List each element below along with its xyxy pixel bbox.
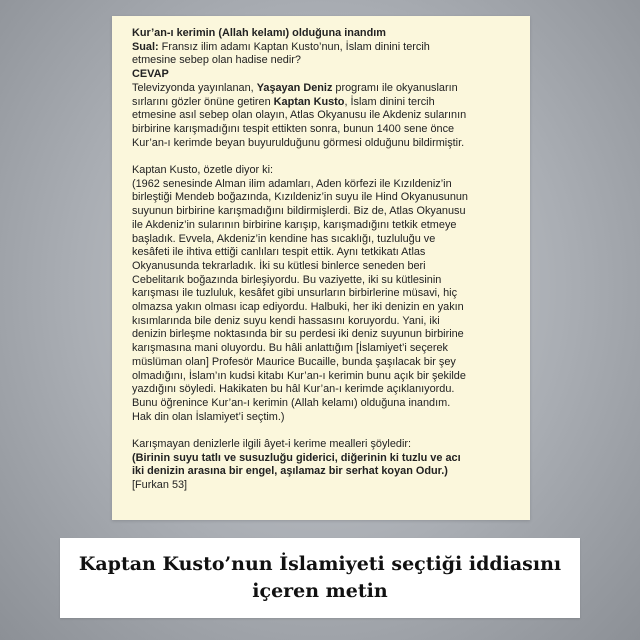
answer-part-3: , İslam dinini tercih etmesine asıl sebep olan olayın, Atlas Okyanusu ile Akdeniz sularının birbirine karışmadığını tespit ettikten sonra, bunun 1400 sene önce Kur’an-ı kerimde beyan buyurulduğunu görmesi olduğunu bildirmiştir. [132, 95, 467, 149]
answer-bold-name: Kaptan Kusto [273, 95, 345, 108]
answer-part-2: programı ile okyanusların sırlarını gözler önüne getiren [132, 81, 458, 108]
verse-text: (Birinin suyu tatlı ve susuzluğu giderici, diğerinin ki tuzlu ve acı iki denizin arasına bir engel, aşılamaz bir serhat koyan Odur.) [132, 451, 461, 478]
caption-line-1: Kaptan Kusto’nun İslamiyeti seçtiği iddiasını [78, 553, 562, 575]
answer-label: CEVAP [132, 68, 169, 81]
caption-line-2: içeren metin [252, 580, 388, 602]
quote-paragraph: (1962 senesinde Alman ilim adamları, Aden körfezi ile Kızıldeniz’in birleştiği Mendeb boğazında, Kızıldeniz’in suyu ile Hind Okyanusunun suyunun birbirine karışmadığını bildirmişlerdi. Biz de, Atlas Okyanusu ile Akdeniz’in sularının birbirine karışıp, karışmadığını tetkik etmeye başladık. Evvela, Akdeniz’in kendine has sıcaklığı, tuzluluğu ve kesâfeti ile ihtiva ettiği canlıları tespit ettik. Aynı tetkikatı Atlas Okyanusunda tekrarladık. İki su kütlesi binlerce seneden beri Cebelitarık boğazında birleşiyordu. Bu vaziyette, iki su kütlesinin karışması ile tuzluluk, kesâfet gibi unsurların birbirlerine müsavi, hiç olmazsa yakın olması icap ediyordu. Halbuki, her iki denizin en yakın kısımlarında bile deniz suyu kendi hassasını koruyordu. Yani, iki denizin birleşme noktasında bir su perdesi iki deniz suyunun birbirine karışmasına mani oluyordu. Bu hâli anlattığım [İslamiyet’i seçerek müslüman olan] Profesör Maurice Bucaille, bunda şaşılacak bir şey olmadığını, İslam’ın kudsi kitabı Kur’an-ı kerimin bunu açık bir şekilde yazdığını söyledi. Hakikaten bu hâl Kur’an-ı kerimde açıklanıyordu. Bunu öğrenince Kur’an-ı kerimin (Allah kelamı) olduğuna inandım. Hak din olan İslamiyet’i seçtim.) [132, 177, 468, 423]
question [132, 41, 527, 68]
caption-box [60, 538, 580, 618]
question-text: Fransız ilim adamı Kaptan Kusto’nun, İslam dinini tercih etmesine sebep olan hadise nedir? [132, 40, 430, 67]
document-title: Kur’an-ı kerimin (Allah kelamı) olduğuna inandım [132, 27, 386, 39]
verse-intro: Karışmayan denizlerle ilgili âyet-i kerime mealleri şöyledir: [132, 438, 412, 451]
answer-part-1: Televizyonda yayınlanan, [132, 81, 257, 94]
caption-text [69, 551, 571, 605]
answer-bold-program: Yaşayan Deniz [256, 81, 333, 94]
paragraph-gap [132, 150, 527, 164]
question-label: Sual: [132, 40, 159, 53]
answer-paragraph [132, 82, 527, 151]
summary-intro: Kaptan Kusto, özetle diyor ki: [132, 164, 274, 177]
paragraph-gap [132, 424, 527, 438]
verse-reference: [Furkan 53] [132, 479, 188, 492]
document-body [132, 27, 527, 493]
